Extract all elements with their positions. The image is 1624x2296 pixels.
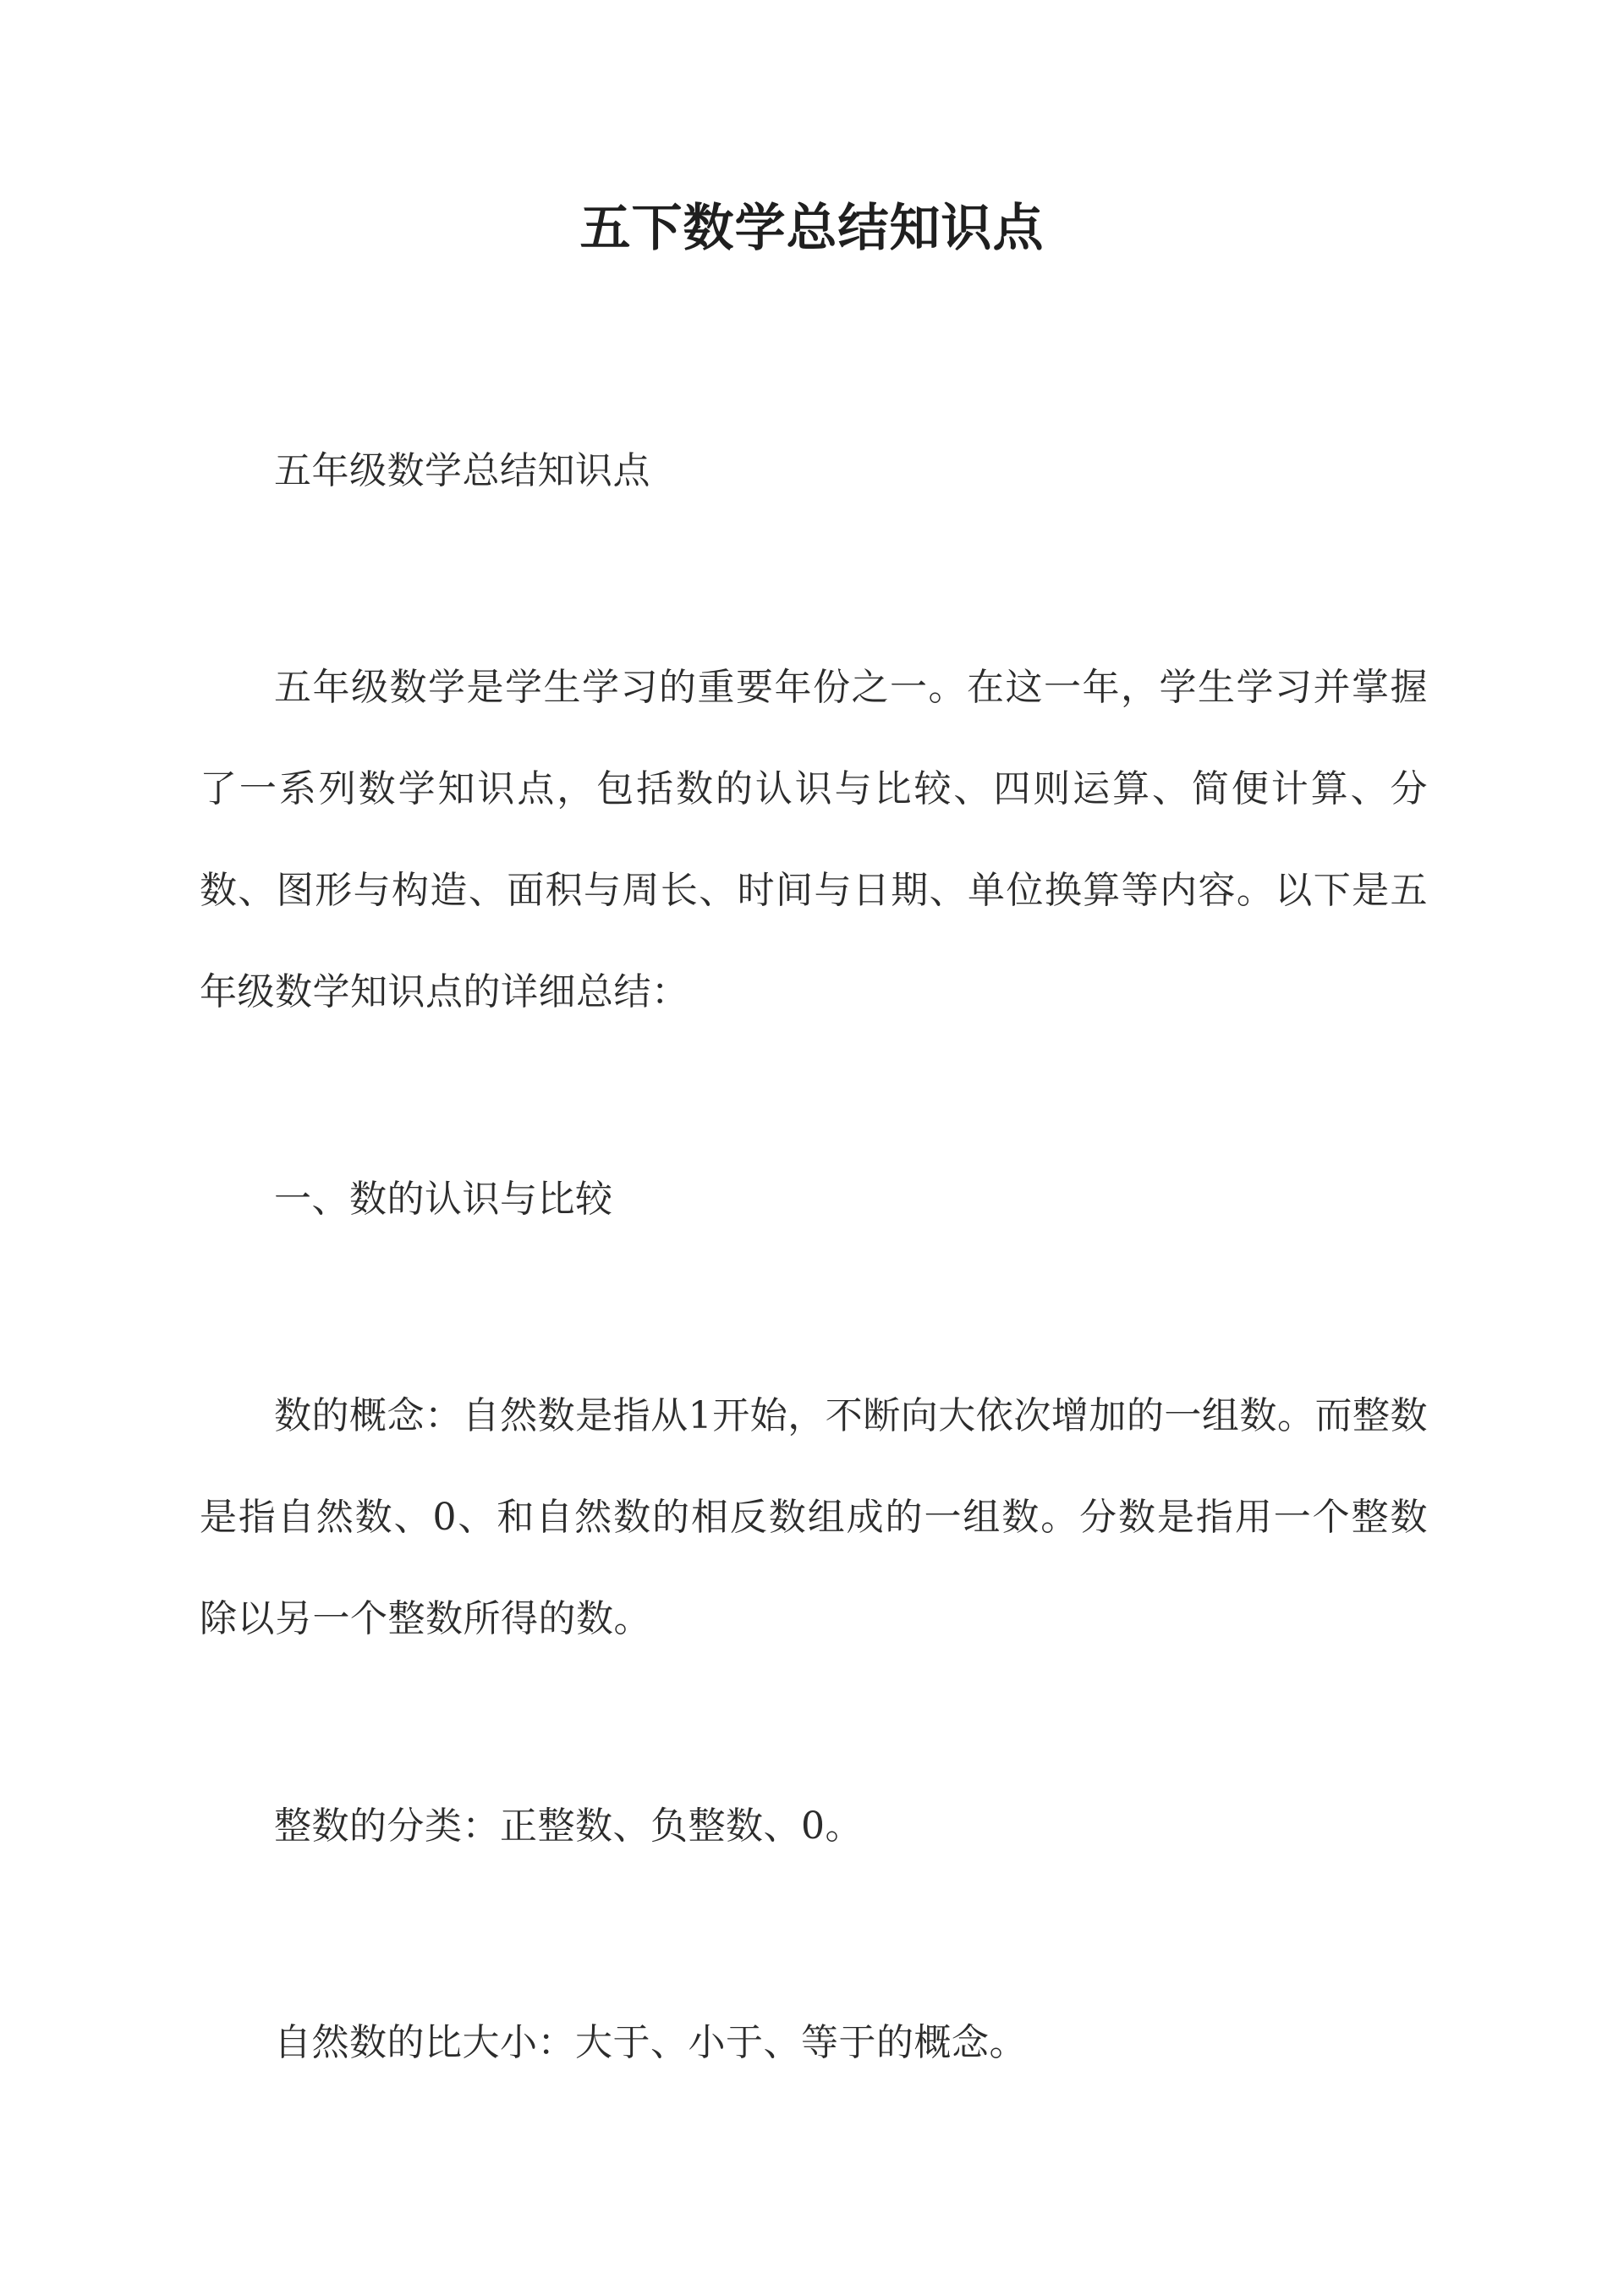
subtitle-paragraph: 五年级数学总结知识点 <box>274 449 650 492</box>
intro-paragraph: 五年级数学是学生学习的重要年份之一。在这一年，学生学习并掌握了一系列数学知识点，包括数的认识与比较、四则运算、简便计算、分数、图形与构造、面积与周长、时间与日期、单位换算等内容。以下是五年级数学知识点的详细总结： <box>200 666 1428 1013</box>
document-title: 五下数学总结知识点 <box>579 199 1045 258</box>
section-heading-number-recognition: 一、数的认识与比较 <box>274 1178 613 1221</box>
number-concept-paragraph: 数的概念：自然数是指从1开始，不断向大依次增加的一组数。而整数是指自然数、0、和自然数的相反数组成的一组数。分数是指用一个整数除以另一个整数所得的数。 <box>200 1394 1428 1640</box>
integer-classification-paragraph: 整数的分类：正整数、负整数、0。 <box>274 1804 863 1848</box>
natural-number-comparison-paragraph: 自然数的比大小：大于、小于、等于的概念。 <box>274 2021 1027 2064</box>
